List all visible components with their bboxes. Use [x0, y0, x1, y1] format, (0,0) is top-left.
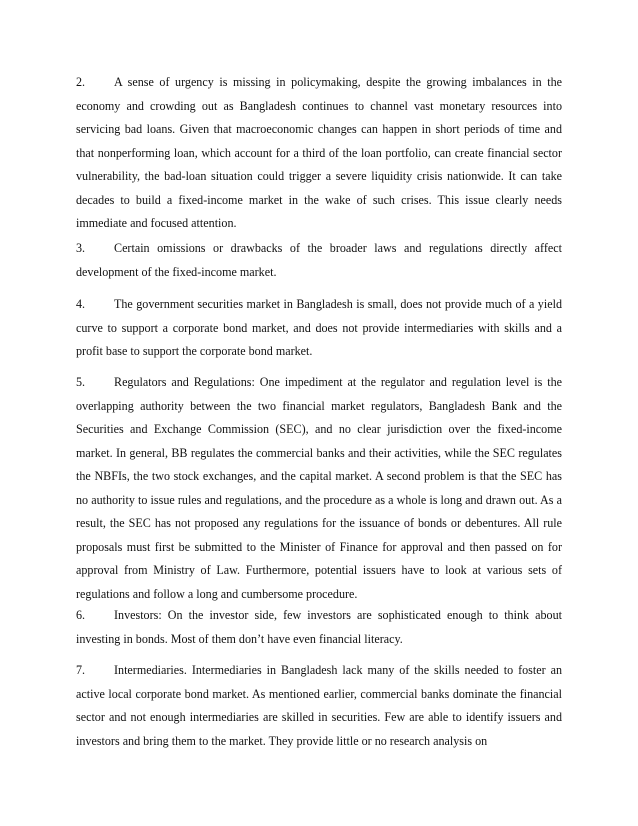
paragraph-text: Regulators and Regulations: One impediment at the regulator and regulation level is the overlapping authority between the two financial market regulators, Bangladesh Bank and the Securities and Exchange Commission (SEC), and no clear jurisdiction over the fixed-income market. In general, BB regulates the commercial banks and their activities, while the SEC regulates the NBFIs, the two stock exchanges, and the capital market. A second problem is that the SEC has no authority to issue rules and regulations, and the procedure as a whole is long and drawn out. As a result, the SEC has not proposed any regulations for the issuance of bonds or debentures. All rule proposals must first be submitted to the Minister of Finance for approval and then passed on for approval from Ministry of Law. Furthermore, potential issuers have to look at various sets of regulations and follow a long and cumbersome procedure.: [76, 375, 562, 601]
paragraph-number: 4.: [76, 297, 86, 311]
paragraph-text: Intermediaries. Intermediaries in Bangladesh lack many of the skills needed to foster an active local corporate bond market. As mentioned earlier, commercial banks dominate the financial sector and not enough intermediaries are skilled in securities. Few are able to identify issuers and investors and bring them to the market. They provide little or no research analysis on: [76, 663, 562, 748]
paragraph-5: [76, 371, 562, 606]
paragraph-text: The government securities market in Bangladesh is small, does not provide much of a yield curve to support a corporate bond market, and does not provide intermediaries with skills and a profit base to support the corporate bond market.: [76, 297, 562, 358]
paragraph-text: Investors: On the investor side, few investors are sophisticated enough to think about investing in bonds. Most of them don’t have even financial literacy.: [76, 608, 562, 646]
paragraph-6: [76, 604, 562, 651]
paragraph-number: 6.: [76, 608, 86, 622]
paragraph-2: [76, 71, 562, 236]
paragraph-number: 5.: [76, 375, 86, 389]
paragraph-3: [76, 237, 562, 284]
paragraph-text: A sense of urgency is missing in policymaking, despite the growing imbalances in the economy and crowding out as Bangladesh continues to channel vast monetary resources into servicing bad loans. Given that macroeconomic changes can happen in short periods of time and that nonperforming loan, which account for a third of the loan portfolio, can create financial sector vulnerability, the bad-loan situation could trigger a severe liquidity crisis nationwide. It can take decades to build a fixed-income market in the wake of such crises. This issue clearly needs immediate and focused attention.: [76, 75, 562, 230]
paragraph-text: Certain omissions or drawbacks of the broader laws and regulations directly affect development of the fixed-income market.: [76, 241, 562, 279]
paragraph-number: 3.: [76, 241, 86, 255]
paragraph-number: 7.: [76, 663, 86, 677]
paragraph-4: [76, 293, 562, 364]
paragraph-7: [76, 659, 562, 753]
paragraph-number: 2.: [76, 75, 86, 89]
